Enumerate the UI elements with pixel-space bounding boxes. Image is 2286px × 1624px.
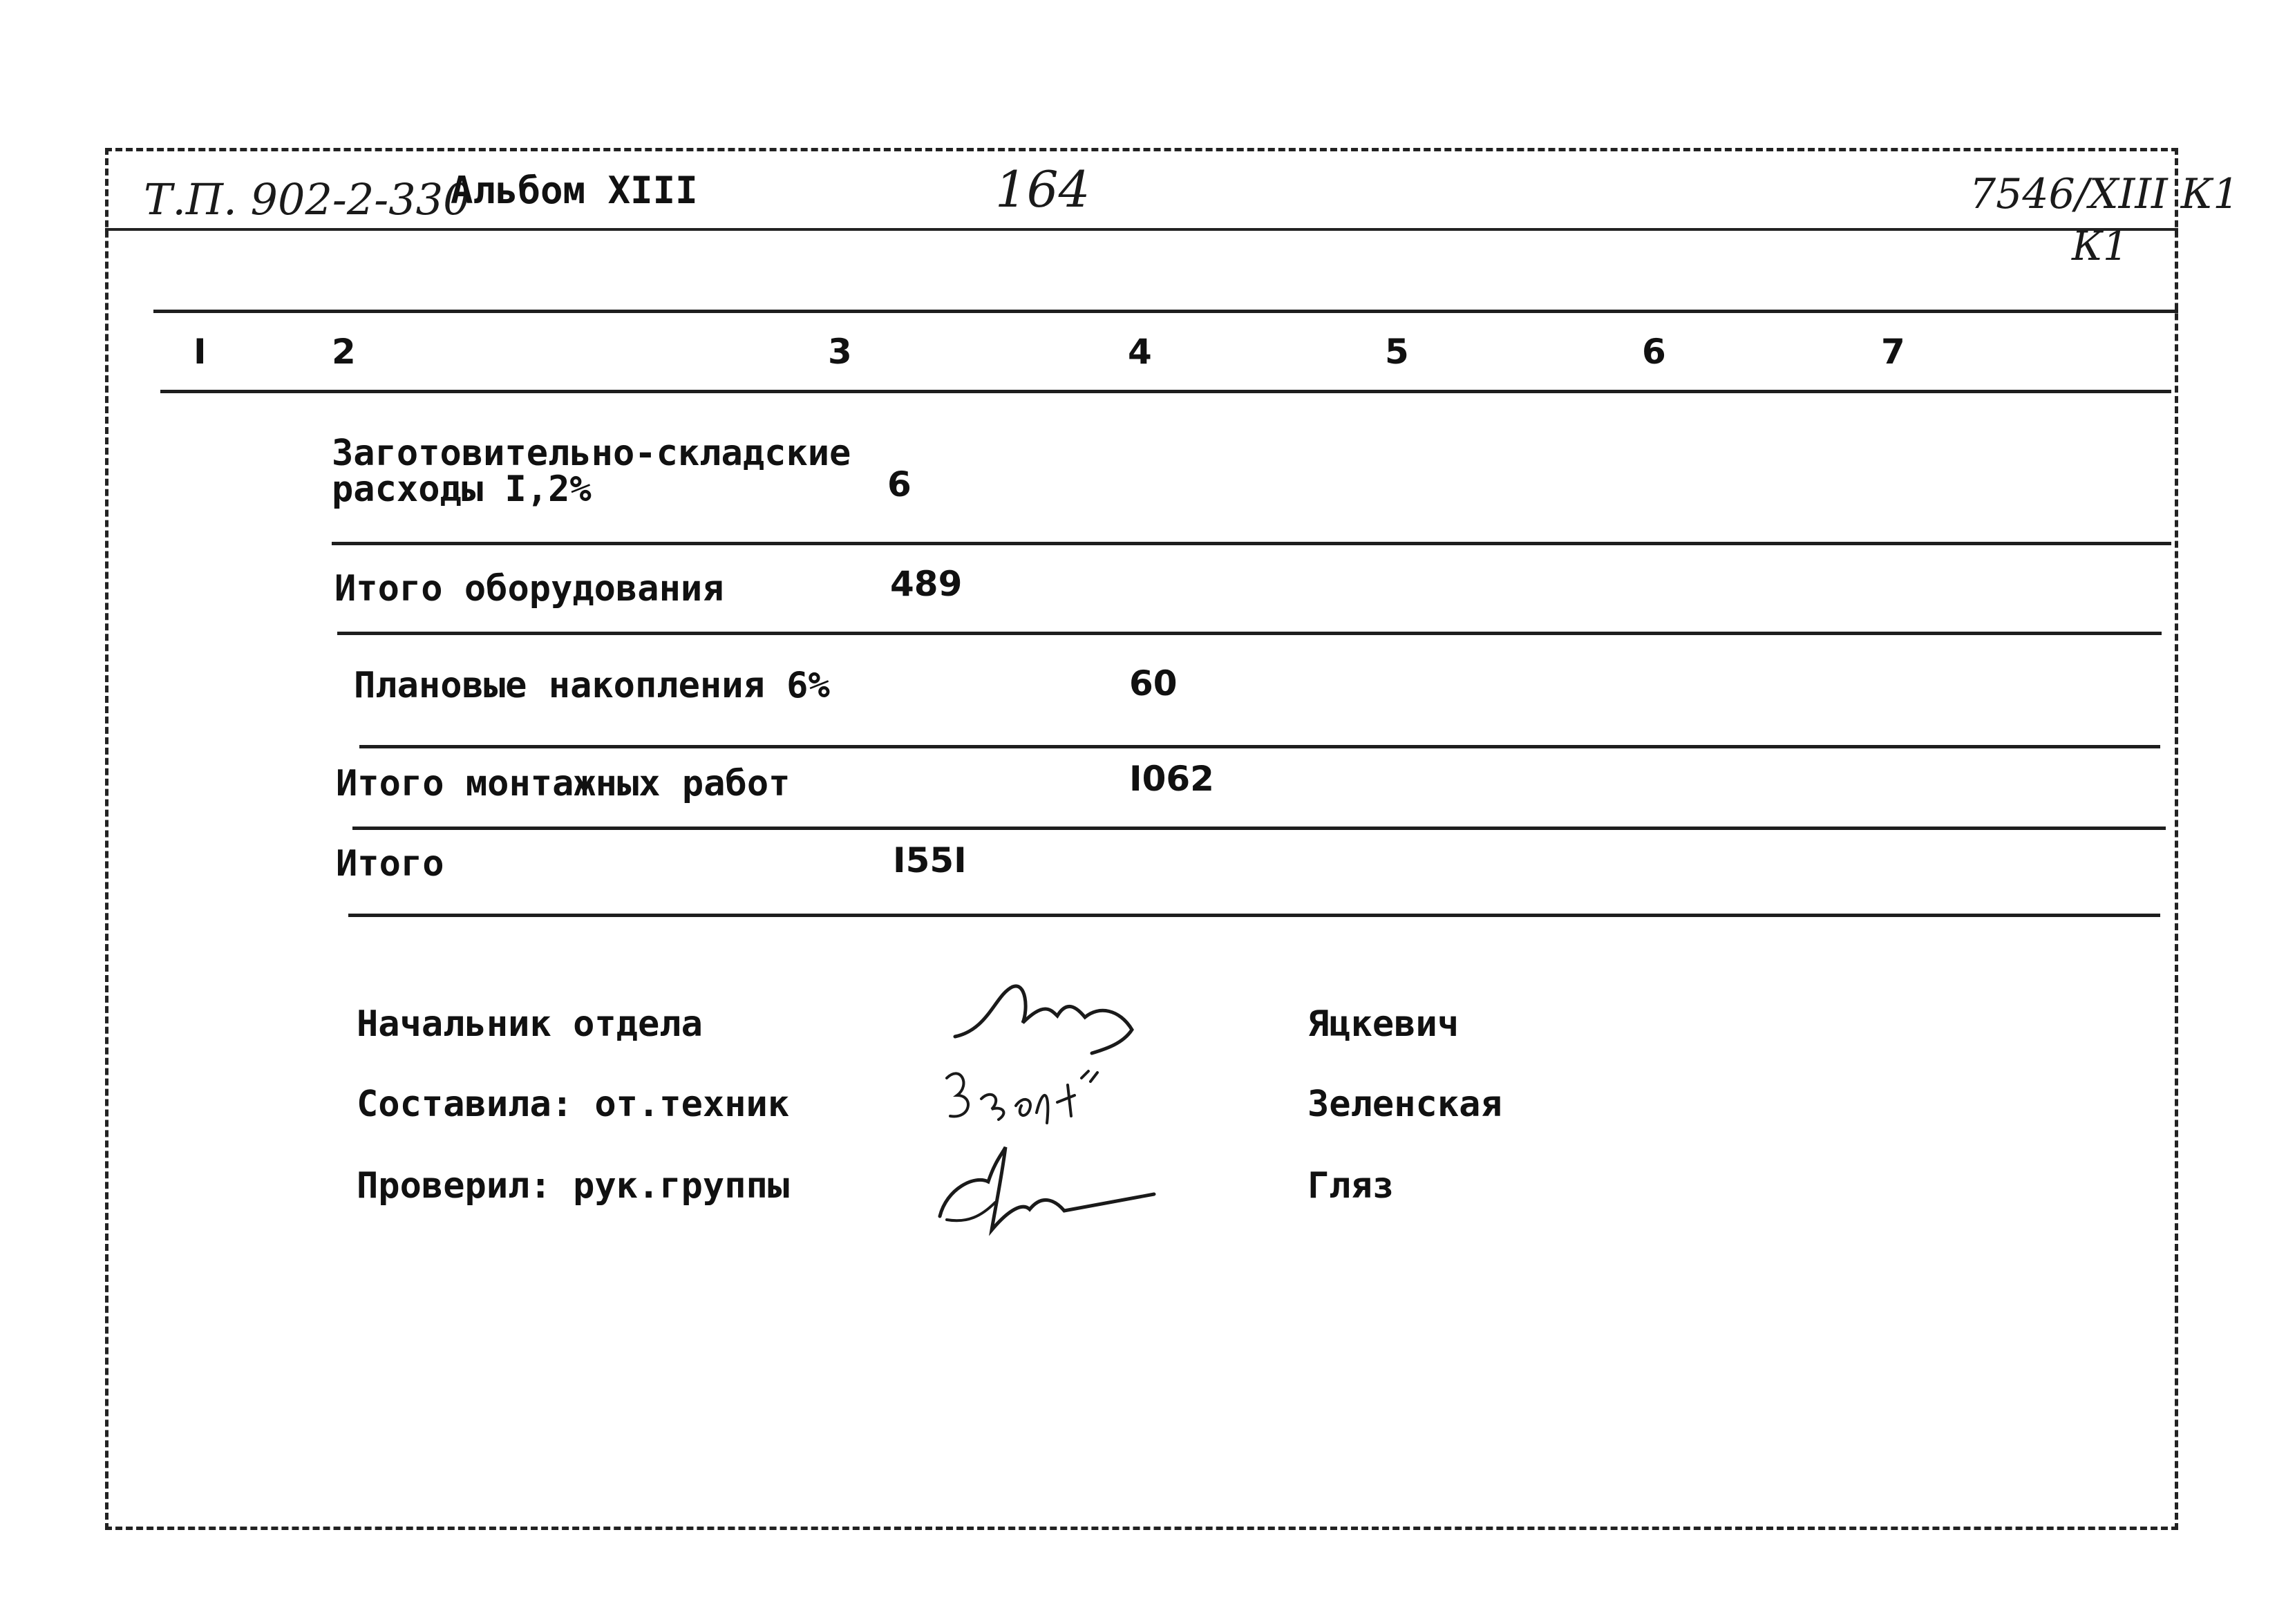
signature-image <box>947 967 1168 1064</box>
sheet-mark: К1 <box>2072 223 2128 270</box>
signature-image <box>933 1057 1113 1140</box>
cell-value: 60 <box>1129 663 1178 704</box>
row-rule <box>348 914 2160 917</box>
column-number: I <box>193 332 207 372</box>
signer-role: Составила: от.техник <box>357 1084 790 1125</box>
inventory-number: 7546/XIII К1 <box>1969 170 2240 218</box>
row-rule <box>359 745 2160 748</box>
row-label-line: расходы I,2% <box>332 469 592 510</box>
table-top-rule <box>153 310 2178 313</box>
cell-value: 489 <box>890 564 963 604</box>
cell-value: 6 <box>887 464 911 504</box>
column-number: 5 <box>1385 332 1409 372</box>
page-number: 164 <box>995 160 1090 218</box>
signature-image <box>926 1133 1175 1244</box>
doc-code: Т.П. 902-2-330 <box>144 174 471 225</box>
row-rule <box>332 542 2171 545</box>
header-rule <box>105 228 2178 231</box>
cell-value: I55I <box>893 840 967 880</box>
row-rule <box>337 632 2162 635</box>
signer-name: Гляз <box>1307 1165 1395 1207</box>
column-number: 6 <box>1642 332 1666 372</box>
table-row-label <box>332 433 851 510</box>
signer-name: Яцкевич <box>1307 1003 1460 1045</box>
signer-role: Проверил: рук.группы <box>357 1165 790 1207</box>
row-label-line: Заготовительно-складские <box>332 433 851 474</box>
table-row-label: Плановые накопления 6% <box>354 665 830 706</box>
column-number: 4 <box>1128 332 1152 372</box>
column-header-rule <box>160 390 2171 393</box>
signer-role: Начальник отдела <box>357 1003 703 1045</box>
row-rule <box>352 827 2166 830</box>
album-label: Альбом XIII <box>451 169 698 212</box>
table-row-label: Итого <box>336 843 444 885</box>
signer-name: Зеленская <box>1307 1084 1502 1125</box>
column-number: 7 <box>1881 332 1905 372</box>
column-number: 3 <box>828 332 852 372</box>
cell-value: I062 <box>1129 759 1214 799</box>
column-number: 2 <box>332 332 356 372</box>
table-row-label: Итого оборудования <box>334 568 724 610</box>
table-row-label: Итого монтажных работ <box>336 763 791 804</box>
